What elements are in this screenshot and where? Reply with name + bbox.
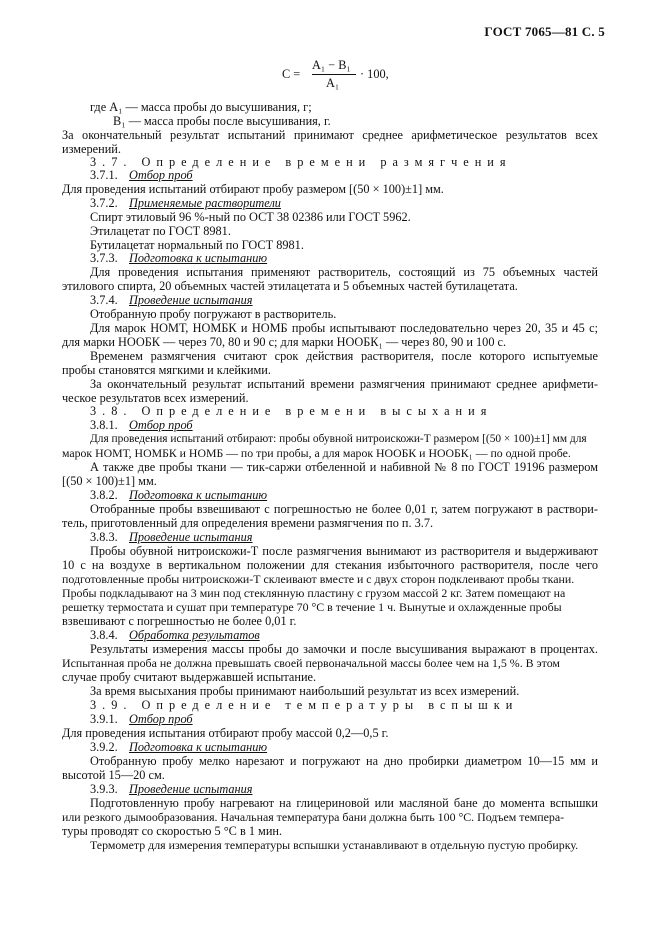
clause-number: 3.7.1. xyxy=(90,168,118,182)
subheading: Отбор проб xyxy=(129,168,193,182)
text-line: 10 с на воздухе в вертикальном положении для стекания избыточного растворителя, после чего xyxy=(62,558,598,572)
fraction-bar xyxy=(312,74,356,75)
subheading: Отбор проб xyxy=(129,418,193,432)
clause-number: 3.8.4. xyxy=(90,628,118,642)
text-line: этилового спирта, 20 объемных частей этилацетата и 5 объемных частей бутилацетата. xyxy=(62,279,518,293)
text-line: где A₁ — масса пробы до высушивания, г; xyxy=(90,100,312,114)
subheading: Обработка результатов xyxy=(129,628,260,642)
text-line: Для проведения испытаний отбирают пробу размером [(50 × 100)±1] мм. xyxy=(62,182,444,196)
text-line: Отобранную пробу мелко нарезают и погружают на дно пробирки диаметром 10—15 мм и xyxy=(90,754,598,768)
clause-number: 3.8.3. xyxy=(90,530,118,544)
text-line: туры проводят со скоростью 5 °С в 1 мин. xyxy=(62,824,283,838)
text-line: За окончательный результат испытаний времени размягчения принимают среднее арифмети- xyxy=(90,377,598,391)
clause-number: 3.9.1. xyxy=(90,712,118,726)
text-line: или резкого дымообразования. Начальная температура бани должна быть 100 °С. Подъем темпера- xyxy=(62,810,565,824)
text-line: измерений. xyxy=(62,142,121,156)
text-line: Подготовленную пробу нагревают на глицериновой или масляной бане до момента вспышки xyxy=(90,796,598,810)
clause-number: 3.8.1. xyxy=(90,418,118,432)
clause-number: 3.7.3. xyxy=(90,251,118,265)
formula-denominator: A₁ xyxy=(326,76,340,90)
subheading: Применяемые растворители xyxy=(129,196,281,210)
text-line: пробы становятся мягкими и клейкими. xyxy=(62,363,271,377)
text-line: [(50 × 100)±1] мм. xyxy=(62,474,157,488)
formula-numerator: A₁ − B₁ xyxy=(312,58,351,72)
text-line: Пробы подкладывают на 3 мин под стеклянную пластину с грузом массой 2 кг. Затем помещают на xyxy=(62,586,566,600)
formula-lhs: C = xyxy=(282,67,301,81)
text-line: Испытанная проба не должна превышать своей первоначальной массы более чем на 1,5 %. В этом xyxy=(62,656,560,670)
text-line: Этилацетат по ГОСТ 8981. xyxy=(90,224,231,238)
text-line: Для проведения испытания применяют растворитель, состоящий из 75 объемных частей xyxy=(90,265,598,279)
formula-rhs: · 100, xyxy=(360,67,389,81)
subheading: Проведение испытания xyxy=(129,293,253,307)
text-line: Термометр для измерения температуры вспышки устанавливают в отдельную пустую пробирку. xyxy=(90,838,579,852)
text-line: Временем размягчения считают срок действия растворителя, после которого испытуемые xyxy=(90,349,598,363)
text-line: А также две пробы ткани — тик-саржи отбеленной и набивной № 8 по ГОСТ 19196 размером xyxy=(90,460,598,474)
section-heading: 3.7. Определение времени размягчения xyxy=(90,155,512,169)
text-line: Для проведения испытания отбирают пробу массой 0,2—0,5 г. xyxy=(62,726,389,740)
subheading: Отбор проб xyxy=(129,712,193,726)
clause-number: 3.7.4. xyxy=(90,293,118,307)
section-heading: 3.9. Определение температуры вспышки xyxy=(90,698,519,712)
text-line: взвешивают с погрешностью не более 0,01 г. xyxy=(62,614,297,628)
text-line: Результаты измерения массы пробы до замочки и после высушивания выражают в процентах. xyxy=(90,642,598,656)
subheading: Проведение испытания xyxy=(129,782,253,796)
text-line: ческое результатов всех измерений. xyxy=(62,391,249,405)
text-line: тель, приготовленный для определения времени размягчения по п. 3.7. xyxy=(62,516,434,530)
subheading: Подготовка к испытанию xyxy=(129,488,268,502)
text-line: марок НОМТ, НОМБК и НОМБ — по три пробы, а для марок НООБК и НООБК₁ — по одной пробе. xyxy=(62,446,571,460)
page-header: ГОСТ 7065—81 С. 5 xyxy=(484,24,605,39)
text-line: Пробы обувной нитроискожи-Т после размягчения вынимают из растворителя и выдерживают xyxy=(90,544,598,558)
text-line: За окончательный результат испытаний принимают среднее арифметическое результатов всех xyxy=(62,128,598,142)
clause-number: 3.8.2. xyxy=(90,488,118,502)
subheading: Подготовка к испытанию xyxy=(129,251,268,265)
text-line: высотой 15—20 см. xyxy=(62,768,165,782)
subheading: Подготовка к испытанию xyxy=(129,740,268,754)
clause-number: 3.7.2. xyxy=(90,196,118,210)
section-heading: 3.8. Определение времени высыхания xyxy=(90,404,493,418)
text-line: Отобранную пробу погружают в растворитель. xyxy=(90,307,337,321)
clause-number: 3.9.3. xyxy=(90,782,118,796)
text-line: Для проведения испытаний отбирают: пробы обувной нитроискожи-Т размером [(50 × 100)±1] мм для xyxy=(90,433,587,445)
clause-number: 3.9.2. xyxy=(90,740,118,754)
text-line: За время высыхания пробы принимают наибольший результат из всех измерений. xyxy=(90,684,520,698)
text-line: для марки НООБК — через 70, 80 и 90 с; для марки НООБК₁ — через 80, 90 и 100 с. xyxy=(62,335,507,349)
text-line: B₁ — масса пробы после высушивания, г. xyxy=(113,114,331,128)
text-line: подготовленные пробы нитроискожи-Т склеивают вместе и с двух сторон подклеивают пробы ткани. xyxy=(62,572,575,586)
text-line: Бутилацетат нормальный по ГОСТ 8981. xyxy=(90,238,304,252)
text-line: Спирт этиловый 96 %-ный по ОСТ 38 02386 или ГОСТ 5962. xyxy=(90,210,411,224)
subheading: Проведение испытания xyxy=(129,530,253,544)
text-line: Для марок НОМТ, НОМБК и НОМБ пробы испытывают последовательно через 20, 35 и 45 с; xyxy=(90,321,598,335)
text-line: случае пробу считают выдержавшей испытание. xyxy=(62,670,317,684)
text-line: решетку термостата и сушат при температуре 70 °С в течение 1 ч. Вынутые и охлажденные пробы xyxy=(62,600,562,614)
text-line: Отобранные пробы взвешивают с погрешностью не более 0,01 г, затем погружают в раствори- xyxy=(90,502,598,516)
